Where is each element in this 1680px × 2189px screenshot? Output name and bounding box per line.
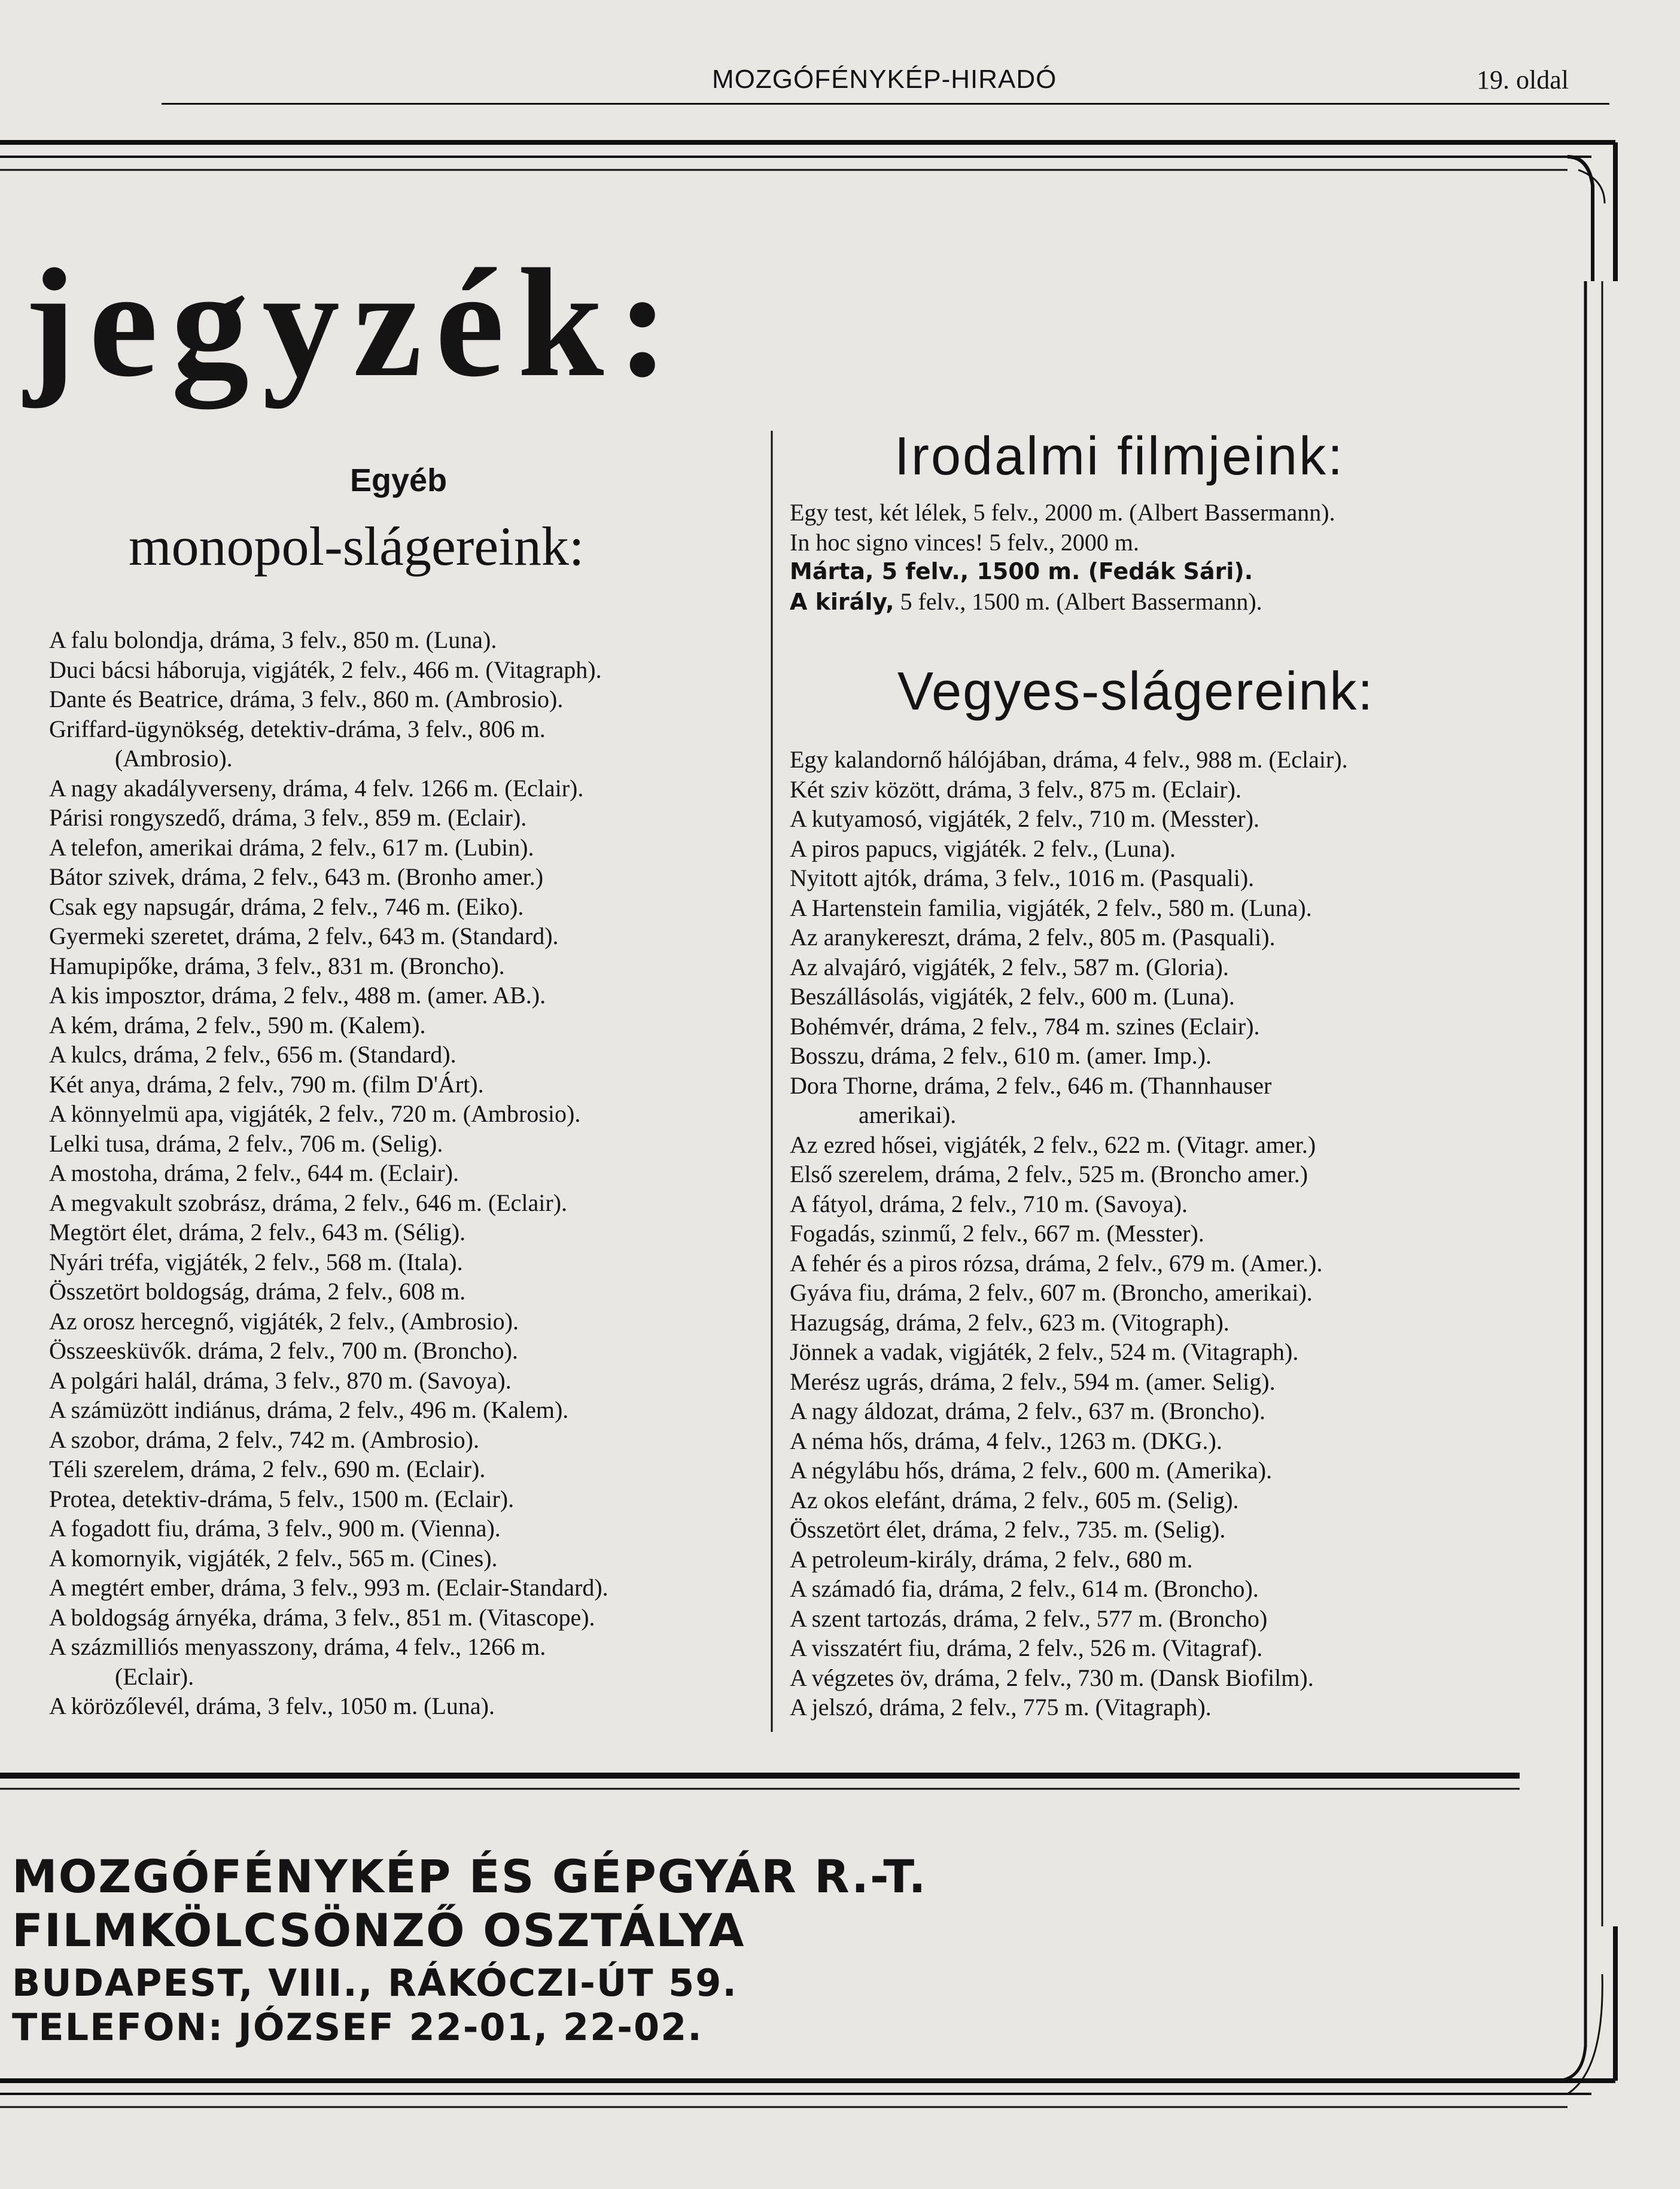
list-item: (Ambrosio). — [115, 745, 233, 772]
left-kicker: Egyéb — [350, 462, 448, 498]
list-item: Első szerelem, dráma, 2 felv., 525 m. (Broncho amer.) — [790, 1161, 1308, 1188]
list-item: Megtört élet, dráma, 2 felv., 643 m. (Sélig). — [49, 1219, 466, 1246]
list-item: Beszállásolás, vigjáték, 2 felv., 600 m. (Luna). — [790, 983, 1235, 1010]
list-item: Két anya, dráma, 2 felv., 790 m. (film D'Árt). — [49, 1070, 484, 1098]
list-item: Egy kalandornő hálójában, dráma, 4 felv., 988 m. (Eclair). — [790, 746, 1348, 773]
list-item: Összetört boldogság, dráma, 2 felv., 608 m. — [49, 1278, 466, 1305]
list-item: Gyermeki szeretet, dráma, 2 felv., 643 m. (Standard). — [49, 923, 559, 949]
list-item: A kis imposztor, dráma, 2 felv., 488 m. (amer. AB.). — [49, 982, 546, 1009]
list-item: Dora Thorne, dráma, 2 felv., 646 m. (Thannhauser — [790, 1071, 1272, 1099]
list-item: A kutyamosó, vigjáték, 2 felv., 710 m. (Messter). — [790, 805, 1260, 832]
list-item: Téli szerelem, dráma, 2 felv., 690 m. (Eclair). — [49, 1456, 486, 1482]
list-item: A komornyik, vigjáték, 2 felv., 565 m. (Cines). — [49, 1544, 498, 1572]
running-title: MOZGÓFÉNYKÉP-HIRADÓ — [712, 65, 1057, 94]
list-item: A jelszó, dráma, 2 felv., 775 m. (Vitagraph). — [790, 1694, 1212, 1721]
literary-heading: Irodalmi filmjeink: — [894, 427, 1345, 486]
list-item: Egy test, két lélek, 5 felv., 2000 m. (Albert Bassermann). — [790, 499, 1335, 526]
list-item: A polgári halál, dráma, 3 felv., 870 m. (Savoya). — [49, 1366, 512, 1394]
list-item: A Hartenstein familia, vigjáték, 2 felv., 580 m. (Luna). — [790, 894, 1312, 921]
list-item: Hamupipőke, dráma, 3 felv., 831 m. (Broncho). — [49, 952, 505, 979]
list-item: Összetört élet, dráma, 2 felv., 735. m. (Selig). — [790, 1516, 1226, 1543]
list-item: Nyitott ajtók, dráma, 3 felv., 1016 m. (Pasquali). — [790, 864, 1255, 891]
list-item: A szent tartozás, dráma, 2 felv., 577 m. (Broncho) — [790, 1605, 1268, 1632]
mixed-film-list — [790, 745, 1579, 1722]
list-item: A szobor, dráma, 2 felv., 742 m. (Ambrosio). — [49, 1426, 480, 1453]
list-item: A négylábu hős, dráma, 2 felv., 600 m. (Amerika). — [790, 1457, 1273, 1484]
list-item: A végzetes öv, dráma, 2 felv., 730 m. (Dansk Biofilm). — [790, 1664, 1314, 1691]
list-item: (Eclair). — [115, 1663, 194, 1690]
list-item: A boldogság árnyéka, dráma, 3 felv., 851 m. (Vitascope). — [49, 1603, 595, 1631]
list-item: A körözőlevél, dráma, 3 felv., 1050 m. (Luna). — [49, 1692, 495, 1719]
list-item: Összeesküvők. dráma, 2 felv., 700 m. (Broncho). — [49, 1337, 518, 1364]
list-item: A számüzött indiánus, dráma, 2 felv., 496 m. (Kalem). — [49, 1396, 569, 1423]
list-item: A fogadott fiu, dráma, 3 felv., 900 m. (Vienna). — [49, 1515, 501, 1542]
list-item: Párisi rongyszedő, dráma, 3 felv., 859 m. (Eclair). — [49, 804, 527, 831]
list-item: A megvakult szobrász, dráma, 2 felv., 646 m. (Eclair). — [49, 1189, 568, 1216]
footer-company: MOZGÓFÉNYKÉP ÉS GÉPGYÁR R.-T. — [12, 1850, 927, 1903]
list-item: Nyári tréfa, vigjáték, 2 felv., 568 m. (Itala). — [49, 1248, 463, 1275]
list-item: A visszatért fiu, dráma, 2 felv., 526 m. (Vitagraf). — [790, 1634, 1263, 1661]
list-item: Duci bácsi háboruja, vigjáték, 2 felv., 466 m. (Vitagraph). — [49, 656, 602, 683]
list-item: Bosszu, dráma, 2 felv., 610 m. (amer. Imp.). — [790, 1042, 1212, 1069]
list-item: A kulcs, dráma, 2 felv., 656 m. (Standard). — [49, 1041, 456, 1068]
list-item: A fátyol, dráma, 2 felv., 710 m. (Savoya). — [790, 1190, 1188, 1217]
film-details: 5 felv., 1500 m. (Albert Bassermann). — [894, 587, 1262, 615]
list-item: A nagy áldozat, dráma, 2 felv., 637 m. (Broncho). — [790, 1398, 1265, 1424]
list-item: Két sziv között, dráma, 3 felv., 875 m. (Eclair). — [790, 775, 1241, 803]
footer-telephone: TELEFON: JÓZSEF 22-01, 22-02. — [12, 2005, 703, 2049]
list-item: A nagy akadályverseny, dráma, 4 felv. 1266 m. (Eclair). — [49, 774, 584, 802]
list-item: Gyáva fiu, dráma, 2 felv., 607 m. (Broncho, amerikai). — [790, 1279, 1313, 1306]
list-item: A százmilliós menyasszony, dráma, 4 felv., 1266 m. — [49, 1633, 546, 1660]
list-item: Protea, detektiv-dráma, 5 felv., 1500 m. (Eclair). — [49, 1485, 515, 1512]
list-item: A néma hős, dráma, 4 felv., 1263 m. (DKG.). — [790, 1427, 1222, 1454]
list-item: Az alvajáró, vigjáték, 2 felv., 587 m. (Gloria). — [790, 953, 1229, 981]
list-item: Az okos elefánt, dráma, 2 felv., 605 m. (Selig). — [790, 1486, 1239, 1514]
film-title-bold: A király, — [790, 588, 894, 615]
list-item — [790, 587, 1579, 617]
list-item: Merész ugrás, dráma, 2 felv., 594 m. (amer. Selig). — [790, 1368, 1276, 1395]
list-item: A könnyelmü apa, vigjáték, 2 felv., 720 m. (Ambrosio). — [49, 1100, 581, 1127]
list-item: A falu bolondja, dráma, 3 felv., 850 m. (Luna). — [49, 626, 497, 653]
list-item: A piros papucs, vigjáték. 2 felv., (Luna). — [790, 835, 1176, 862]
list-item: A fehér és a piros rózsa, dráma, 2 felv., 679 m. (Amer.). — [790, 1249, 1323, 1277]
list-item: A petroleum-király, dráma, 2 felv., 680 m. — [790, 1545, 1193, 1573]
list-item: A telefon, amerikai dráma, 2 felv., 617 m. (Lubin). — [49, 833, 534, 861]
list-item: A számadó fia, dráma, 2 felv., 614 m. (Broncho). — [790, 1575, 1259, 1602]
list-item: Lelki tusa, dráma, 2 felv., 706 m. (Selig). — [49, 1129, 443, 1157]
list-item: A mostoha, dráma, 2 felv., 644 m. (Eclair). — [49, 1159, 459, 1186]
left-film-list — [49, 625, 764, 1721]
list-item: Jönnek a vadak, vigjáték, 2 felv., 524 m. (Vitagraph). — [790, 1338, 1299, 1365]
list-item: A megtért ember, dráma, 3 felv., 993 m. (Eclair-Standard). — [49, 1574, 608, 1601]
page-number: 19. oldal — [1477, 65, 1569, 95]
list-item: Fogadás, szinmű, 2 felv., 667 m. (Messter). — [790, 1220, 1204, 1247]
list-item: Hazugság, dráma, 2 felv., 623 m. (Vitograph). — [790, 1308, 1229, 1336]
left-heading: monopol-slágereink: — [129, 516, 585, 577]
list-item: Márta, 5 felv., 1500 m. (Fedák Sári). — [790, 558, 1253, 584]
mixed-heading: Vegyes-slágereink: — [897, 662, 1374, 721]
footer-department: FILMKÖLCSÖNZŐ OSZTÁLYA — [12, 1904, 745, 1957]
list-item: amerikai). — [859, 1101, 957, 1128]
literary-film-list — [790, 498, 1579, 617]
footer-address: BUDAPEST, VIII., RÁKÓCZI-ÚT 59. — [12, 1961, 738, 2005]
list-item: Csak egy napsugár, dráma, 2 felv., 746 m. (Eiko). — [49, 893, 524, 920]
list-item: A kém, dráma, 2 felv., 590 m. (Kalem). — [49, 1011, 426, 1039]
page-title: jegyzék: — [24, 237, 682, 409]
list-item: Az ezred hősei, vigjáték, 2 felv., 622 m. (Vitagr. amer.) — [790, 1131, 1316, 1158]
list-item: In hoc signo vinces! 5 felv., 2000 m. — [790, 528, 1139, 556]
list-item: Griffard-ügynökség, detektiv-dráma, 3 felv., 806 m. — [49, 715, 546, 742]
list-item: Bátor szivek, dráma, 2 felv., 643 m. (Bronho amer.) — [49, 863, 544, 890]
list-item: Dante és Beatrice, dráma, 3 felv., 860 m. (Ambrosio). — [49, 686, 564, 713]
list-item: Bohémvér, dráma, 2 felv., 784 m. szines (Eclair). — [790, 1012, 1260, 1040]
list-item: Az aranykereszt, dráma, 2 felv., 805 m. (Pasquali). — [790, 924, 1276, 951]
list-item: Az orosz hercegnő, vigjáték, 2 felv., (Ambrosio). — [49, 1307, 519, 1335]
